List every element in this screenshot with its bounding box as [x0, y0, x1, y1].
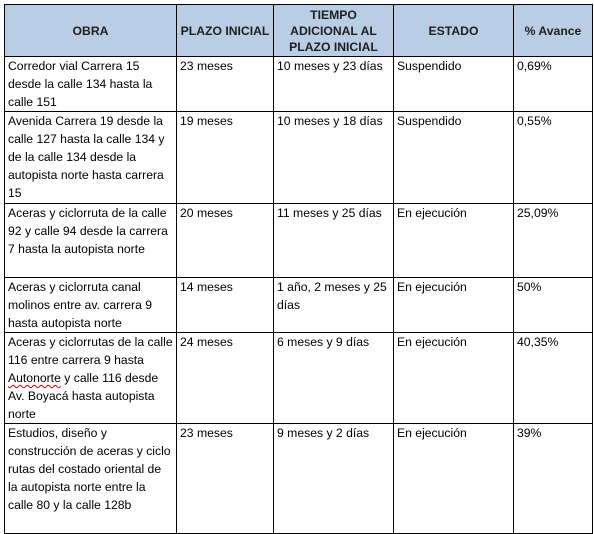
cell-estado: En ejecución: [394, 204, 514, 278]
cell-estado: En ejecución: [394, 333, 514, 424]
cell-avance: 25,09%: [514, 204, 593, 278]
cell-obra: Estudios, diseño y construcción de aceras y ciclo rutas del costado oriental de la autopista norte entre la calle 80 y la calle 128b: [5, 424, 177, 534]
header-plazo-inicial: PLAZO INICIAL: [177, 5, 274, 57]
cell-obra: Aceras y ciclorruta de la calle 92 y calle 94 desde la carrera 7 hasta la autopista norte: [5, 204, 177, 278]
cell-obra: Corredor vial Carrera 15 desde la calle 134 hasta la calle 151: [5, 57, 177, 112]
table-row: [5, 333, 593, 424]
cell-estado: En ejecución: [394, 424, 514, 534]
obras-table: [4, 4, 593, 534]
cell-avance: 39%: [514, 424, 593, 534]
cell-plazo: 19 meses: [177, 112, 274, 204]
header-estado: ESTADO: [394, 5, 514, 57]
header-row: [5, 5, 593, 57]
cell-tiempo: 11 meses y 25 días: [274, 204, 394, 278]
obra-text-part: y calle 116 desde Av. Boyacá hasta autopista norte: [8, 371, 159, 421]
cell-plazo: 23 meses: [177, 424, 274, 534]
cell-tiempo: 10 meses y 18 días: [274, 112, 394, 204]
cell-avance: 50%: [514, 278, 593, 333]
header-tiempo-adicional: TIEMPO ADICIONAL AL PLAZO INICIAL: [274, 5, 394, 57]
cell-plazo: 14 meses: [177, 278, 274, 333]
table-row: [5, 57, 593, 112]
cell-avance: 0,55%: [514, 112, 593, 204]
cell-avance: 40,35%: [514, 333, 593, 424]
cell-estado: Suspendido: [394, 57, 514, 112]
cell-tiempo: 10 meses y 23 días: [274, 57, 394, 112]
table-body: [5, 57, 593, 534]
cell-plazo: 23 meses: [177, 57, 274, 112]
spellcheck-underlined-word: Autonorte: [8, 371, 61, 385]
cell-estado: En ejecución: [394, 278, 514, 333]
cell-obra: [5, 333, 177, 424]
cell-tiempo: 9 meses y 2 días: [274, 424, 394, 534]
cell-avance: 0,69%: [514, 57, 593, 112]
obra-text-part: Aceras y ciclorrutas de la calle 116 entre carrera 9 hasta: [8, 335, 173, 367]
header-avance: % Avance: [514, 5, 593, 57]
cell-obra: Avenida Carrera 19 desde la calle 127 hasta la calle 134 y de la calle 134 desde la autopista norte hasta carrera 15: [5, 112, 177, 204]
cell-tiempo: 6 meses y 9 días: [274, 333, 394, 424]
cell-plazo: 20 meses: [177, 204, 274, 278]
header-obra: OBRA: [5, 5, 177, 57]
table-row: [5, 278, 593, 333]
cell-plazo: 24 meses: [177, 333, 274, 424]
table-row: [5, 112, 593, 204]
cell-tiempo: 1 año, 2 meses y 25 días: [274, 278, 394, 333]
table-header: [5, 5, 593, 57]
table-row: [5, 204, 593, 278]
table-row: [5, 424, 593, 534]
cell-estado: Suspendido: [394, 112, 514, 204]
cell-obra: Aceras y ciclorruta canal molinos entre av. carrera 9 hasta autopista norte: [5, 278, 177, 333]
